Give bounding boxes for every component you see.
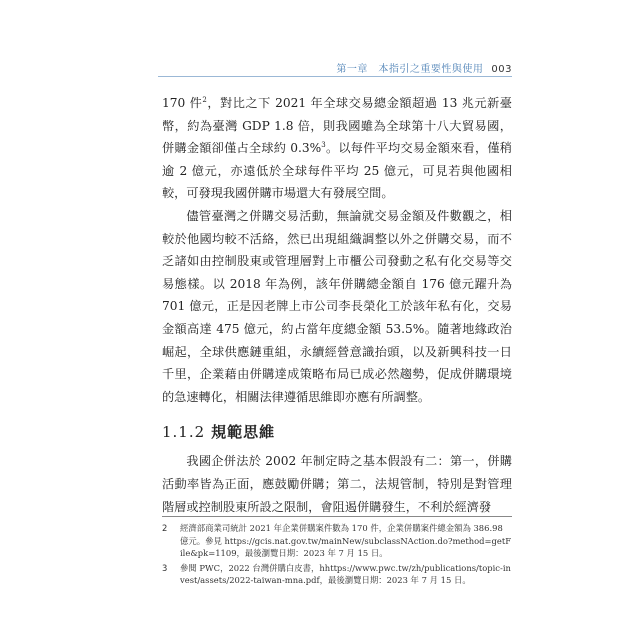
- paragraph-2: 儘管臺灣之併購交易活動，無論就交易金額及件數觀之，相較於他國均較不活絡，然已出現組織調整以外之併購交易，而不乏諸如由控制股東或管理層對上市櫃公司發動之私有化交易等交易態樣。以 2018 年為例，該年併購總金額自 176 億元躍升為 701 億元，正是因老牌上市公司李長榮化工於該年私有化，交易金額高達 475 億元，約占當年度總金額 53.5%。隨著地緣政治崛起，全球供應鏈重組，永續經營意識抬頭，以及新興科技一日千里，企業藉由併購達成策略布局已成必然趨勢，促成併購環境的急速轉化，相關法律遵循思維即亦應有所調整。: [162, 208, 512, 404]
- footnote-mark: 2: [162, 523, 168, 533]
- running-header: [336, 60, 512, 75]
- paragraph-1: [162, 92, 512, 205]
- paragraph-1-end: 。以每件平均交易金額來看，僅稍逾 2 億元，亦遠低於全球每件平均 25 億元，可見若與他國相較，可發現我國併購市場還大有發展空間。: [162, 141, 512, 201]
- footnote-mark: 3: [162, 562, 168, 573]
- main-text: [162, 92, 512, 518]
- chapter-title: 第一章 本指引之重要性與使用: [336, 64, 484, 75]
- footnote-ref-3: 3: [321, 141, 326, 150]
- footnote-2: [162, 522, 512, 560]
- section-heading: [162, 422, 512, 442]
- paragraph-1-middle: ，對比之下 2021 年全球交易總金額超過 13 兆元新臺幣，約為臺灣 GDP 1.8 倍，則我國雖為全球第十八大貿易國，併購金額卻僅占全球約 0.3%: [162, 96, 512, 156]
- section-number: 1.1.2: [162, 423, 206, 442]
- section-title: 規範思維: [211, 423, 276, 442]
- footnote-3: [162, 562, 512, 587]
- paragraph-3: 我國企併法於 2002 年制定時之基本假設有二：第一，併購活動率皆為正面，應鼓勵併購；第二，法規管制，特別是對管理階層或控制股東所設之限制，會阻遏併購發生，不利於經濟發: [162, 454, 512, 514]
- footnotes: [162, 522, 512, 589]
- footnote-ref-2: 2: [202, 95, 207, 104]
- footnote-rule: [162, 516, 512, 517]
- footnote-text: 參閱 PWC，2022 台灣併購白皮書，hhttps://www.pwc.tw/zh/publications/topic-invest/assets/2022-taiwan-mna.pdf，最後瀏覽日期：2023 年 7 月 15 日。: [180, 562, 511, 586]
- footnote-text: 經濟部商業司統計 2021 年企業併購案件數為 170 件，企業併購案件總金額為 386.98 億元。參見 https://gcis.nat.gov.tw/mainNew/subclassNAction.do?method=getFile&pk=1109，最後瀏覽日期：2023 年 7 月 15 日。: [180, 523, 512, 559]
- page-number: 003: [491, 64, 512, 75]
- header-rule: [158, 76, 512, 77]
- paragraph-1-start: 170 件: [162, 96, 203, 110]
